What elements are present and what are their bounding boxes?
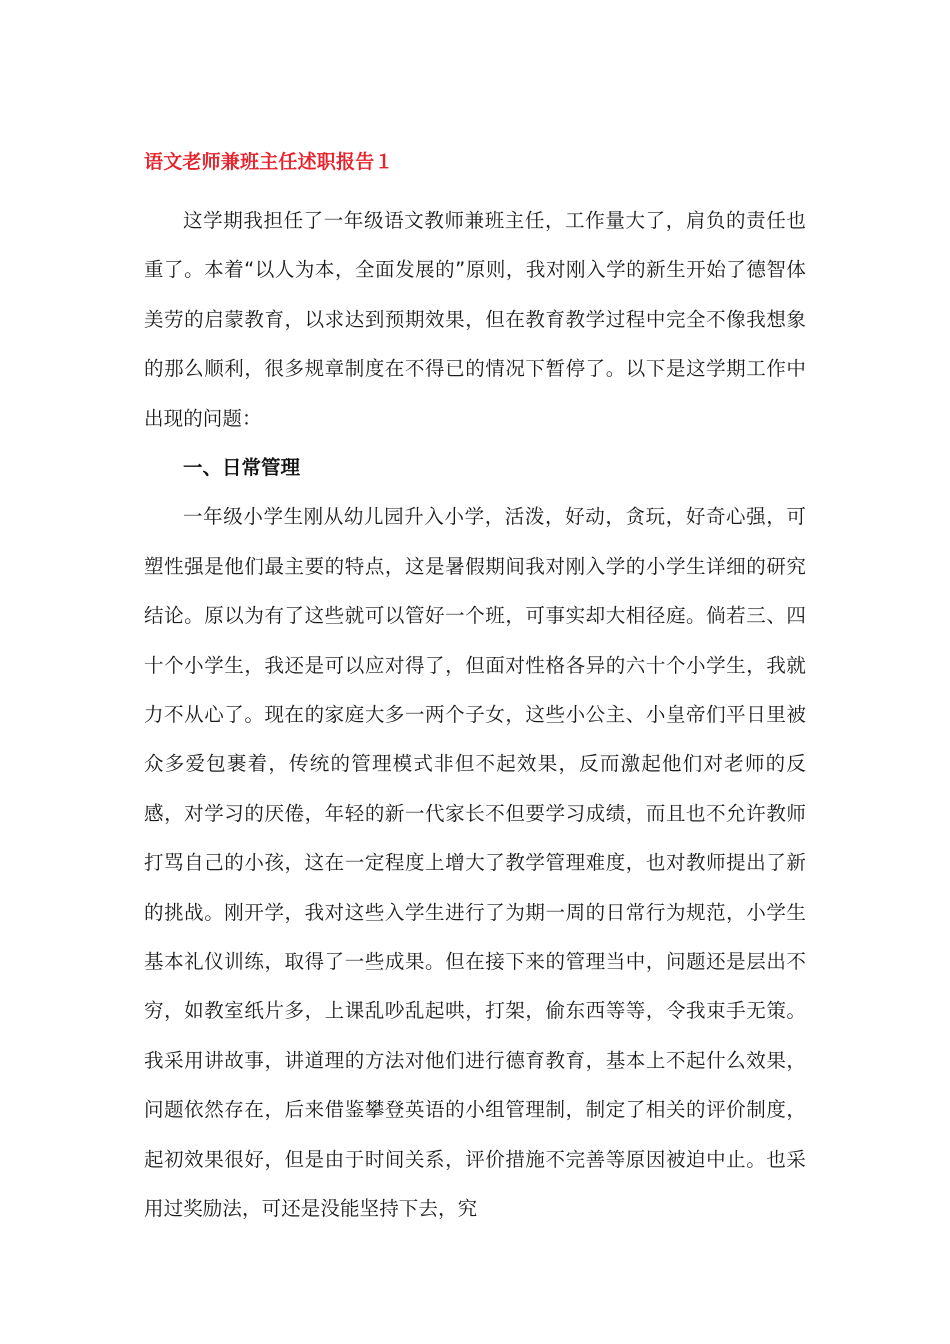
section-1-paragraph: 一年级小学生刚从幼儿园升入小学，活泼，好动，贪玩，好奇心强，可塑性强是他们最主要的特点，这是暑假期间我对刚入学的小学生详细的研究结论。原以为有了这些就可以管好一个班，可事实却大相径庭。倘若三、四十个小学生，我还是可以应对得了，但面对性格各异的六十个小学生，我就力不从心了。现在的家庭大多一两个子女，这些小公主、小皇帝们平日里被众多爱包裹着，传统的管理模式非但不起效果，反而激起他们对老师的反感，对学习的厌倦，年轻的新一代家长不但要学习成绩，而且也不允许教师打骂自己的小孩，这在一定程度上增大了教学管理难度，也对教师提出了新的挑战。刚开学，我对这些入学生进行了为期一周的日常行为规范，小学生基本礼仪训练，取得了一些成果。但在接下来的管理当中，问题还是层出不穷，如教室纸片多，上课乱吵乱起哄，打架，偷东西等等，令我束手无策。我采用讲故事，讲道理的方法对他们进行德育教育，基本上不起什么效果，问题依然存在，后来借鉴攀登英语的小组管理制，制定了相关的评价制度，起初效果很好，但是由于时间关系，评价措施不完善等原因被迫中止。也采用过奖励法，可还是没能坚持下去，究 [144, 505, 806, 1221]
section-heading-daily-management: 一、日常管理 [183, 456, 301, 480]
document-body [144, 146, 806, 1234]
intro-paragraph: 这学期我担任了一年级语文教师兼班主任，工作量大了，肩负的责任也重了。本着“以人为本，全面发展的”原则，我对刚入学的新生开始了德智体美劳的启蒙教育，以求达到预期效果，但在教育教学过程中完全不像我想象的那么顺利，很多规章制度在不得已的情况下暂停了。以下是这学期工作中出现的问题： [144, 209, 806, 430]
document-title: 语文老师兼班主任述职报告１ [144, 151, 394, 173]
